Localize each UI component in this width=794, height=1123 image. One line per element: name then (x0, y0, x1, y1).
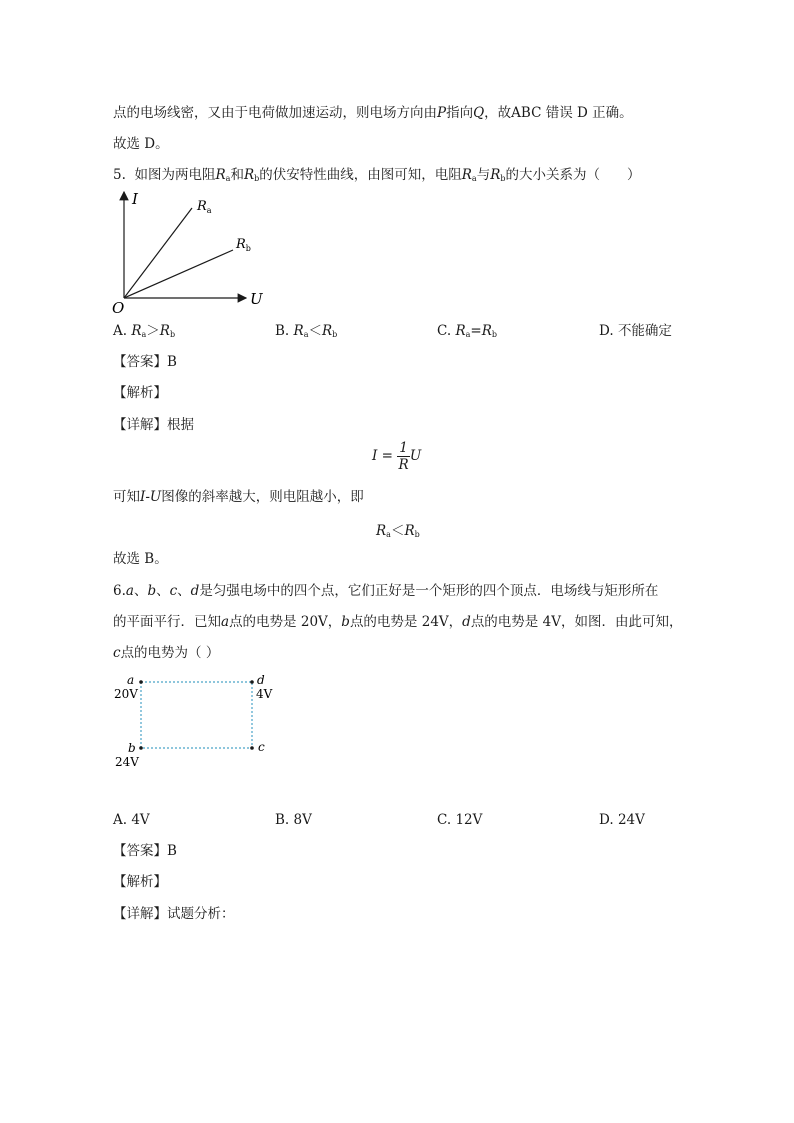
q5-answer: 【答案】B (113, 354, 177, 370)
q5-option-c[interactable]: C. $R_a=R_b$ (437, 323, 497, 339)
q5-formula: I = $\frac{1}{R}$ U (372, 440, 422, 473)
point-b (139, 746, 143, 750)
q6-detail: 【详解】试题分析： (113, 906, 235, 922)
i-axis-label: I (132, 190, 138, 208)
q5-final-choice: 故选 B。 (113, 551, 168, 567)
line-rb (124, 250, 233, 298)
q6-stem-line-2: 的平面平行．已知a点的电势是 20V，b点的电势是 24V，d点的电势是 4V，如图．由此可知， (113, 614, 683, 630)
q4-final-choice: 故选 D。 (113, 136, 169, 152)
rectangle-abcd (141, 682, 252, 748)
label-c: c (258, 740, 265, 754)
label-vb: 24V (115, 755, 139, 769)
label-a: a (127, 673, 135, 687)
q6-answer: 【答案】B (113, 843, 177, 859)
q6-stem-line-1: 6.a、b、c、d是匀强电场中的四个点，它们正好是一个矩形的四个顶点．电场线与矩形所在 (113, 583, 659, 599)
q5-option-b[interactable]: B. $R_a<R_b$ (275, 323, 338, 339)
u-axis-label: U (250, 290, 263, 308)
q5-detail: 【详解】根据 (113, 417, 194, 433)
point-c (250, 746, 254, 750)
ra-label: $R_a$ (197, 199, 212, 215)
q6-stem-line-3: c点的电势为（ ） (113, 645, 220, 661)
q5-analysis-tag: 【解析】 (113, 385, 167, 401)
line-ra (124, 208, 192, 298)
point-d (250, 680, 254, 684)
label-va: 20V (114, 687, 138, 701)
q5-conclusion: 可知I-U图像的斜率越大，则电阻越小，即 (113, 489, 364, 505)
q4-explanation-line: 点的电场线密，又由于电荷做加速运动，则电场方向由P指向Q，故ABC 错误 D 正确。 (113, 105, 633, 121)
label-b: b (128, 741, 136, 755)
q6-option-a[interactable]: A. 4V (113, 812, 150, 828)
q5-option-d[interactable]: D. 不能确定 (599, 323, 672, 339)
label-d: d (257, 673, 265, 687)
q6-option-c[interactable]: C. 12V (437, 812, 483, 828)
point-a (139, 680, 143, 684)
q5-result: $R_a<R_b$ (376, 523, 420, 539)
q6-option-b[interactable]: B. 8V (275, 812, 312, 828)
origin-label: O (112, 299, 125, 316)
q6-option-d[interactable]: D. 24V (599, 812, 645, 828)
q6-analysis-tag: 【解析】 (113, 874, 167, 890)
label-vd: 4V (256, 687, 273, 701)
q5-option-a[interactable]: A. $R_a>R_b$ (113, 323, 176, 339)
q5-stem: 5. 如图为两电阻$R_a$和$R_b$的伏安特性曲线，由图可知，电阻$R_a$与$R_b$的大小关系为（ ） (113, 167, 641, 183)
rb-label: $R_b$ (236, 237, 251, 253)
iu-characteristic-graph (108, 186, 268, 316)
rectangle-field-figure (108, 668, 278, 772)
